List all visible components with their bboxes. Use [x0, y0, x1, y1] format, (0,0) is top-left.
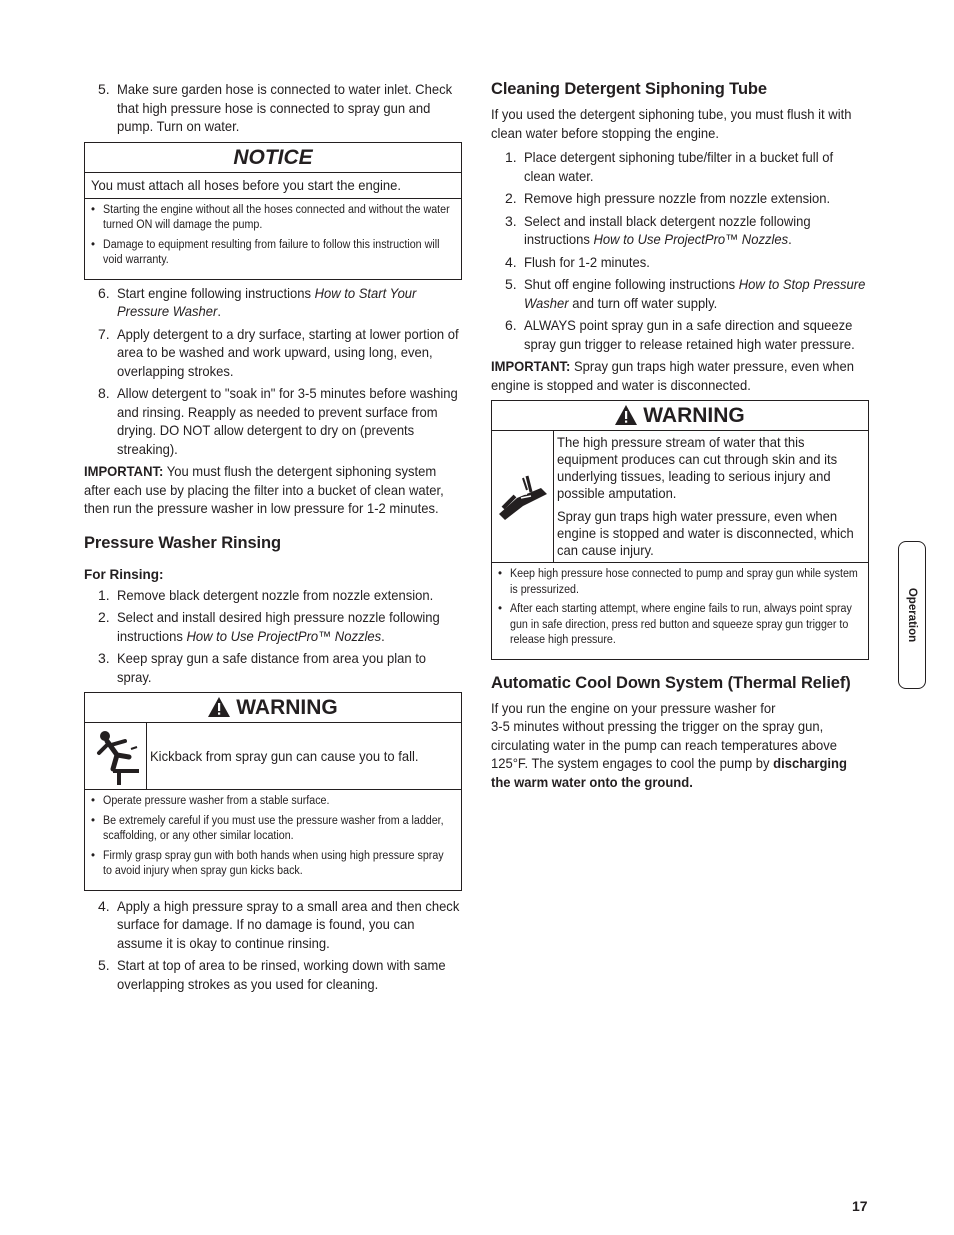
warning-title: WARNING — [85, 693, 461, 723]
step-5: 5. Make sure garden hose is connected to water inlet. Check that high pressure hose is connected to spray gun and pump. Turn on water. — [98, 81, 453, 134]
right-column — [491, 80, 869, 791]
warning-title: WARNING — [492, 401, 868, 431]
water-jet-cut-icon — [492, 431, 554, 562]
tube-step-3: 3. Select and install black detergent nozzle following instructions How to Use ProjectPro™ Nozzles. — [505, 212, 811, 247]
left-column — [84, 80, 462, 997]
section-tab-operation: Operation — [898, 541, 926, 689]
notice-lead: You must attach all hoses before you start the engine. — [85, 173, 461, 199]
warning-bullet: • Keep high pressure hose connected to pump and spray gun while system is pressurized. — [496, 567, 864, 598]
warning-bullet: • Firmly grasp spray gun with both hands when using high pressure spray to avoid injury when spray gun kicks back. — [89, 849, 457, 880]
rinse-step-5: 5. Start at top of area to be rinsed, working down with same overlapping strokes as you used for cleaning. — [98, 957, 446, 992]
rinse-step-4: 4. Apply a high pressure spray to a small area and then check surface for damage. If no damage is found, you can assume it is okay to continue rinsing. — [98, 897, 460, 951]
page-number: 17 — [852, 1198, 868, 1214]
tube-heading: Cleaning Detergent Siphoning Tube — [491, 80, 767, 98]
step-7: 7. Apply detergent to a dry surface, starting at lower portion of area to be washed and work upward, using long, even, overlapping strokes. — [98, 325, 459, 379]
kickback-fall-icon — [85, 723, 147, 789]
tube-step-6: 6. ALWAYS point spray gun in a safe direction and squeeze spray gun trigger to release retained high water pressure. — [505, 317, 855, 352]
warning-bullet: • Operate pressure washer from a stable surface. — [89, 794, 457, 810]
tube-step-4: 4. Flush for 1-2 minutes. — [505, 253, 650, 270]
step-6: 6. Start engine following instructions How to Start Your Pressure Washer. — [98, 284, 417, 319]
cool-down-text: If you run the engine on your pressure washer for 3-5 minutes without pressing the trigger on the spray gun, circulating water in the pump can reach temperatures above 125°F. The system engages to cool the pump by discharging the warm water onto the ground. — [491, 699, 847, 790]
rinsing-heading: Pressure Washer Rinsing — [84, 533, 281, 552]
kickback-warning-box — [84, 692, 462, 891]
rinse-step-3: 3. Keep spray gun a safe distance from area you plan to spray. — [98, 650, 427, 685]
warning-bullet: • After each starting attempt, where engine fails to run, always point spray gun in safe direction, press red button and squeeze spray gun trigger to release high pressure. — [496, 602, 864, 649]
notice-bullet: • Starting the engine without all the hoses connected and without the water turned ON will damage the pump. — [89, 203, 457, 234]
tube-step-2: 2. Remove high pressure nozzle from nozzle extension. — [505, 190, 831, 206]
tube-step-5: 5. Shut off engine following instructions How to Stop Pressure Washer and turn off water supply. — [505, 276, 866, 311]
rinse-step-1: 1. Remove black detergent nozzle from nozzle extension. — [98, 586, 434, 603]
warning-triangle-icon — [615, 405, 637, 425]
notice-bullet: • Damage to equipment resulting from failure to follow this instruction will void warranty. — [89, 238, 457, 269]
cool-down-heading: Automatic Cool Down System (Thermal Relief) — [491, 673, 851, 692]
tube-intro: If you used the detergent siphoning tube, you must flush it with clean water before stopping the engine. — [491, 106, 852, 141]
notice-title: NOTICE — [85, 143, 461, 173]
for-rinsing-label: For Rinsing: — [84, 566, 164, 582]
jet-warning-box — [491, 400, 869, 660]
kickback-warning-text: Kickback from spray gun can cause you to fall. — [150, 747, 419, 764]
rinse-step-2: 2. Select and install desired high pressure nozzle following instructions How to Use ProjectPro™ Nozzles. — [98, 609, 440, 644]
important-note: IMPORTANT: Spray gun traps high water pressure, even when engine is stopped and water is disconnected. — [491, 358, 855, 393]
jet-warning-text: The high pressure stream of water that this equipment produces can cut through skin and its underlying tissues, leading to serious injury and possible amputation. Spray gun traps high water pressure, even when engine is stopped and water is disconnected, which can cause injury. — [557, 434, 854, 558]
warning-bullet: • Be extremely careful if you must use the pressure washer from a ladder, scaffolding, or any other similar location. — [89, 814, 457, 845]
warning-triangle-icon — [208, 697, 230, 717]
important-note: IMPORTANT: You must flush the detergent siphoning system after each use by placing the filter into a bucket of clean water, then run the pressure washer in low pressure for 1-2 minutes. — [84, 463, 444, 516]
notice-box — [84, 142, 462, 280]
step-8: 8. Allow detergent to "soak in" for 3-5 minutes before washing and rinsing. Reapply as needed to prevent surface from drying. DO NOT allow detergent to dry on (prevents streaking). — [98, 385, 458, 457]
tube-step-1: 1. Place detergent siphoning tube/filter in a bucket full of clean water. — [505, 149, 834, 184]
